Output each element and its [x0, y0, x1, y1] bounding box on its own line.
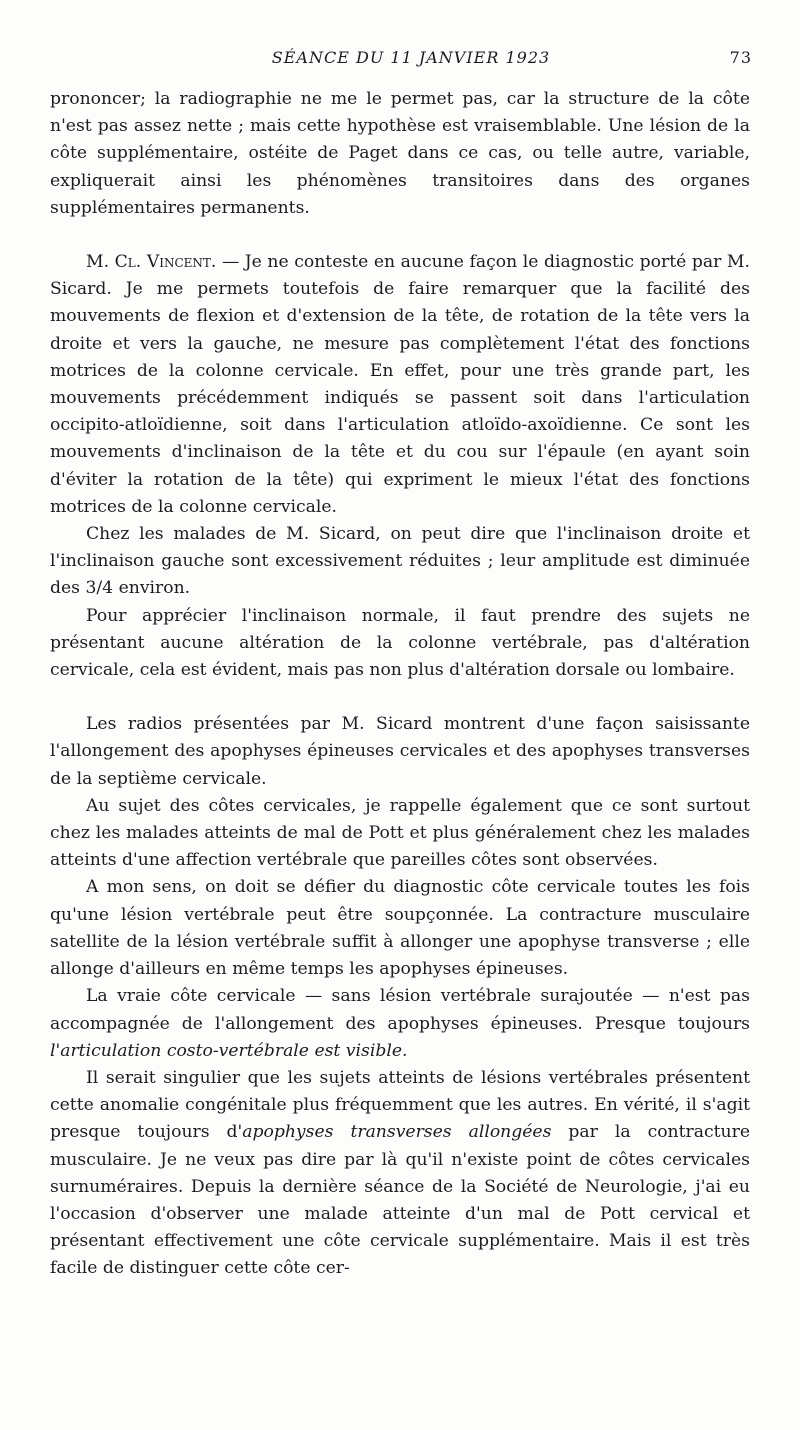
paragraph-true-rib-text: La vraie côte cervicale — sans lésion vertébrale surajoutée — n'est pas accompagnée de l'allongement des apophyses épineuses. Presque toujours	[50, 986, 750, 1034]
running-title: SÉANCE DU 11 JANVIER 1923	[271, 48, 551, 67]
paragraph-normal-inclination: Pour apprécier l'inclinaison normale, il faut prendre des sujets ne présentant aucune altération de la colonne vertébrale, pas d'altération cervicale, cela est évident, mais pas non plus d'altération dorsale ou lombaire.	[50, 605, 750, 681]
paragraph-diagnosis-caution: A mon sens, on doit se défier du diagnostic côte cervicale toutes les fois qu'une lésion vertébrale peut être soupçonnée. La contracture musculaire satellite de la lésion vertébrale suffit à allonger une apophyse transverse ; elle allonge d'ailleurs en même temps les apophyses épineuses.	[50, 877, 750, 980]
paragraph-sicard-patients: Chez les malades de M. Sicard, on peut dire que l'inclinaison droite et l'inclinaison gauche sont excessivement réduites ; leur amplitude est diminuée des 3/4 environ.	[50, 524, 750, 599]
page-number: 73	[729, 48, 752, 67]
running-header	[70, 48, 752, 72]
paragraph-anomaly-text: Il serait singulier que les sujets atteints de lésions vertébrales présentent cette anomalie congénitale plus fréquemment que les autres. En vérité, il s'agit presque toujours d'	[50, 1067, 750, 1143]
paragraph-anomaly	[50, 1065, 750, 1283]
paragraph-cervical-ribs: Au sujet des côtes cervicales, je rappelle également que ce sont surtout chez les malades atteints de mal de Pott et plus généralement chez les malades atteints d'une affection vertébrale que pareilles côtes sont observées.	[50, 795, 750, 871]
paragraph-true-cervical-rib	[50, 983, 750, 1065]
body-text	[50, 86, 750, 1283]
paragraph-radiography: prononcer; la radiographie ne me le permet pas, car la structure de la côte n'est pas assez nette ; mais cette hypothèse est vraisemblable. Une lésion de la côte supplémentaire, ostéite de Paget dans ce cas, ou telle autre, variable, expliquerait ainsi les phénomènes transitoires dans des organes supplémentaires permanents.	[50, 89, 750, 218]
paragraph-anomaly-italic: apophyses transverses allongées	[242, 1122, 552, 1143]
paragraph-radios: Les radios présentées par M. Sicard montrent d'une façon saisissante l'allongement des apophyses épineuses cervicales et des apophyses transverses de la septième cervicale.	[50, 714, 750, 789]
paragraph-vincent	[50, 249, 750, 521]
paragraph-vincent-text: — Je ne conteste en aucune façon le diagnostic porté par M. Sicard. Je me permets toutefois de faire remarquer que la facilité des mouvements de flexion et d'extension de la tête, de rotation de la tête vers la droite et vers la gauche, ne mesure pas complètement l'état des fonctions motrices de la colonne cervicale. En effet, pour une très grande part, les mouvements précédemment indiqués se passent soit dans l'articulation occipito-atloïdienne, soit dans l'articulation atloïdo-axoïdienne. Ce sont les mouvements d'inclinaison de la tête et du cou sur l'épaule (en ayant soin d'éviter la rotation de la tête) qui expriment le mieux l'état des fonctions motrices de la colonne cervicale.	[50, 252, 750, 517]
paragraph-true-rib-italic: l'articulation costo-vertébrale est visible.	[50, 1040, 408, 1061]
speaker-name: M. Cl. Vincent.	[86, 252, 217, 273]
paragraph-anomaly-after: par la contracture musculaire. Je ne veux pas dire par là qu'il n'existe point de côtes cervicales surnuméraires. Depuis la dernière séance de la Société de Neurologie, j'ai eu l'occasion d'observer une malade atteinte d'un mal de Pott cervical et présentant effectivement une côte cervicale supplémentaire. Mais il est très facile de distinguer cette côte cer-	[50, 1122, 750, 1279]
